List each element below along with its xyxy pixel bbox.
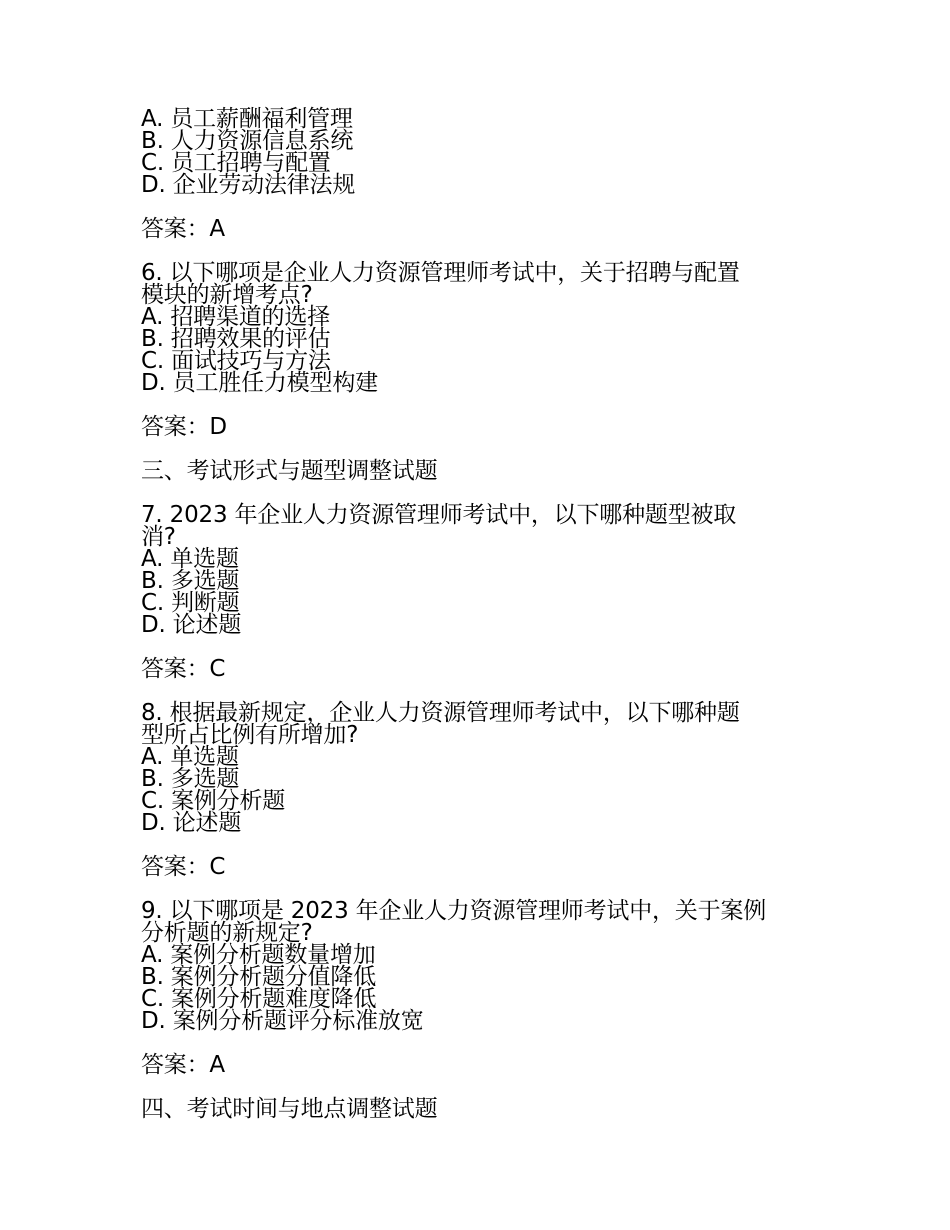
q9-question-line-2: 分析题的新规定? — [141, 920, 313, 946]
q8-answer: 答案：C — [141, 854, 226, 880]
q5-option-d: D. 企业劳动法律法规 — [141, 172, 356, 198]
q7-answer: 答案：C — [141, 656, 226, 682]
q5-options — [141, 108, 821, 196]
q9-option-d: D. 案例分析题评分标准放宽 — [141, 1008, 424, 1034]
q6-option-c: C. 面试技巧与方法 — [141, 348, 331, 374]
q9 — [141, 900, 821, 1032]
section-4-title: 四、考试时间与地点调整试题 — [141, 1096, 438, 1122]
q8-question-line-2: 型所占比例有所增加? — [141, 722, 359, 748]
q8-option-b: B. 多选题 — [141, 766, 240, 792]
q9-question-line-1: 9. 以下哪项是 2023 年企业人力资源管理师考试中，关于案例 — [141, 898, 767, 924]
q7-option-c: C. 判断题 — [141, 590, 240, 616]
q6-question-line-1: 6. 以下哪项是企业人力资源管理师考试中，关于招聘与配置 — [141, 260, 740, 286]
q9-answer: 答案：A — [141, 1052, 225, 1078]
q7-option-d: D. 论述题 — [141, 612, 242, 638]
q9-option-c: C. 案例分析题难度降低 — [141, 986, 377, 1012]
q6 — [141, 262, 821, 394]
document-page — [141, 108, 821, 1120]
q7 — [141, 504, 821, 636]
q9-option-b: B. 案例分析题分值降低 — [141, 964, 377, 990]
q6-option-b: B. 招聘效果的评估 — [141, 326, 331, 352]
q7-question-line-2: 消? — [141, 524, 176, 550]
q5-answer: 答案：A — [141, 216, 225, 242]
q6-option-d: D. 员工胜任力模型构建 — [141, 370, 378, 396]
q5-option-a: A. 员工薪酬福利管理 — [141, 106, 353, 132]
q8 — [141, 702, 821, 834]
q7-option-b: B. 多选题 — [141, 568, 240, 594]
q9-option-a: A. 案例分析题数量增加 — [141, 942, 376, 968]
q8-option-a: A. 单选题 — [141, 744, 239, 770]
q7-question-line-1: 7. 2023 年企业人力资源管理师考试中，以下哪种题型被取 — [141, 502, 737, 528]
q8-option-d: D. 论述题 — [141, 810, 242, 836]
q6-option-a: A. 招聘渠道的选择 — [141, 304, 330, 330]
q8-question-line-1: 8. 根据最新规定，企业人力资源管理师考试中，以下哪种题 — [141, 700, 740, 726]
q6-question-line-2: 模块的新增考点? — [141, 282, 313, 308]
q6-answer: 答案：D — [141, 414, 227, 440]
section-3-title: 三、考试形式与题型调整试题 — [141, 458, 438, 484]
q7-option-a: A. 单选题 — [141, 546, 239, 572]
q8-option-c: C. 案例分析题 — [141, 788, 286, 814]
q5-option-b: B. 人力资源信息系统 — [141, 128, 354, 154]
q5-option-c: C. 员工招聘与配置 — [141, 150, 331, 176]
